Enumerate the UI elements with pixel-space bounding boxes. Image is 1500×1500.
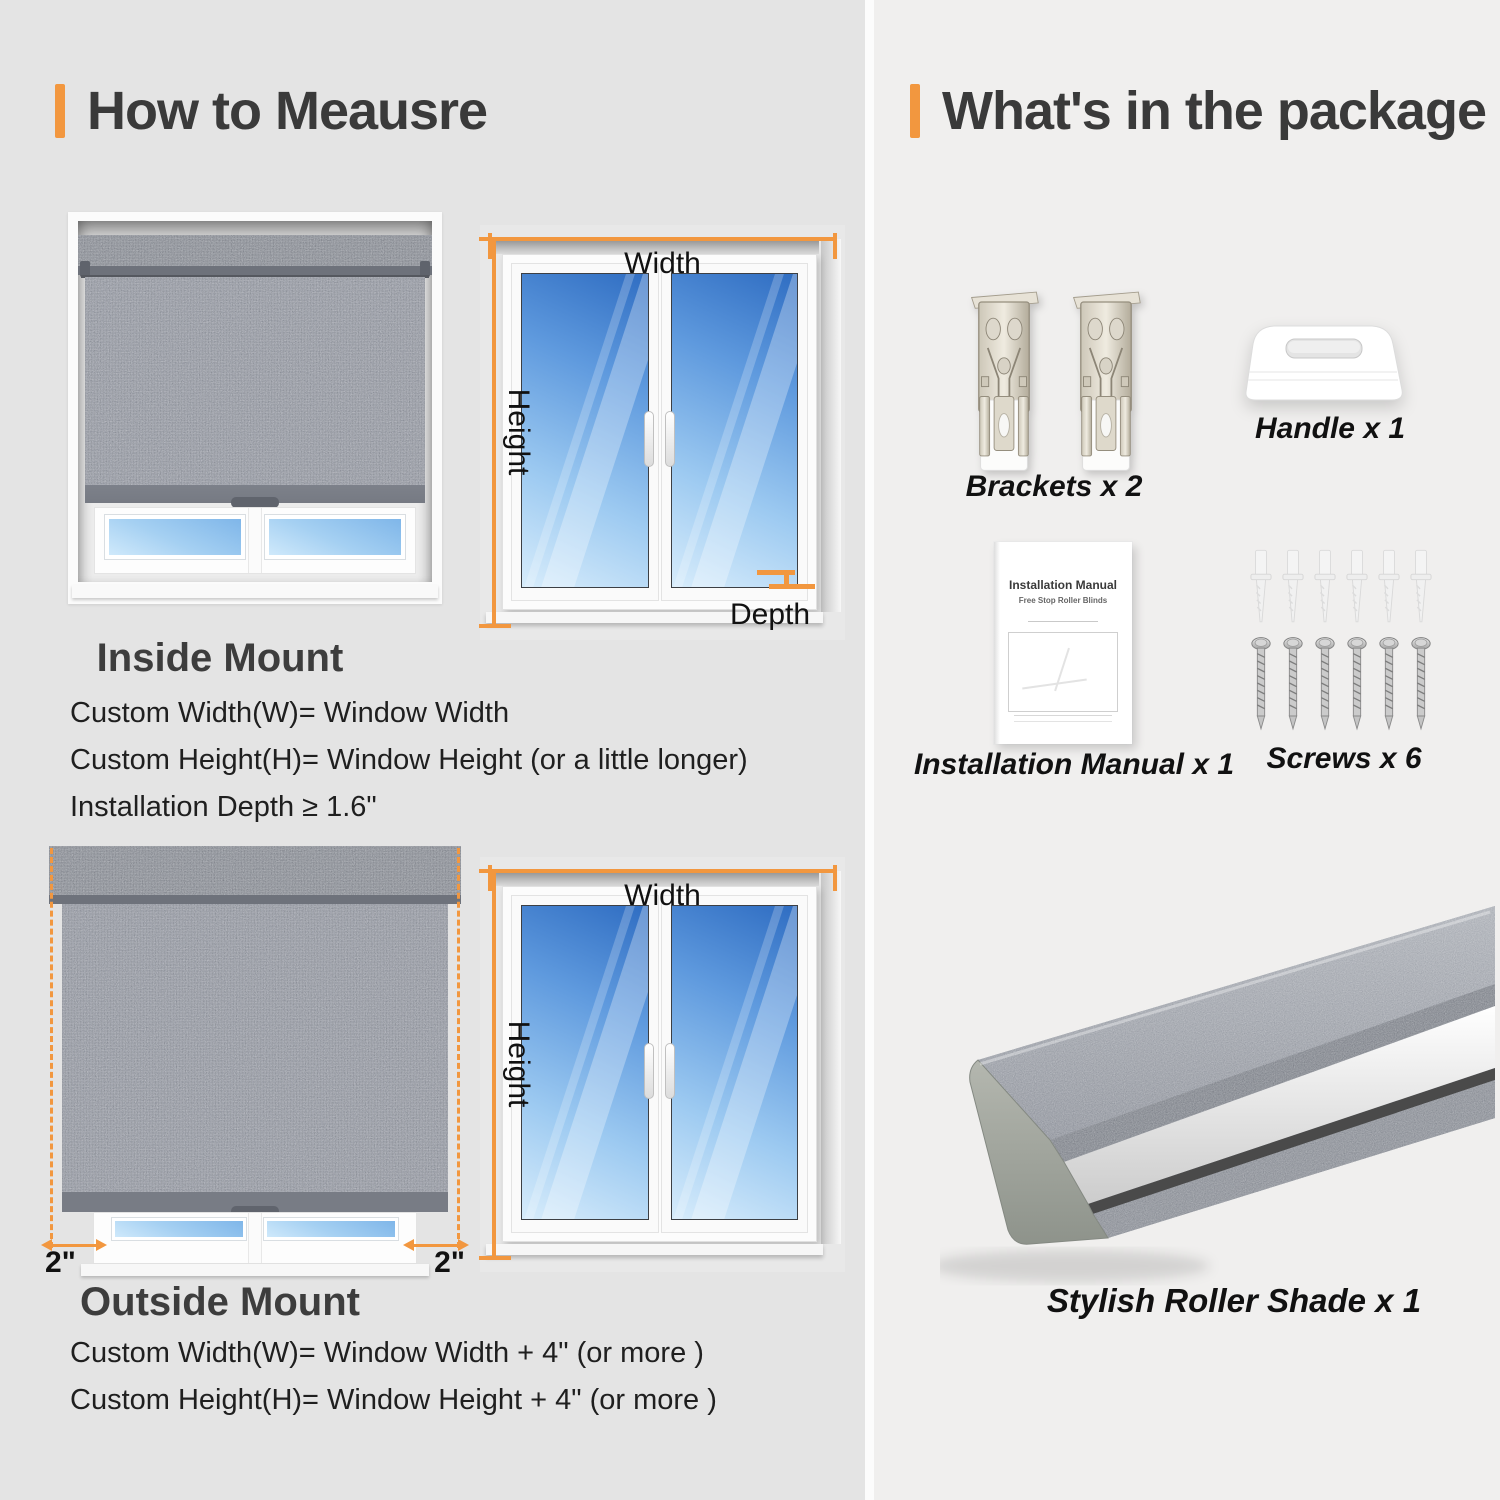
right-section-title [910,80,1486,142]
manual-figure-box [1008,632,1118,712]
window-recess [78,221,432,582]
wall-anchor-icon [1250,548,1272,626]
screw-icon [1250,634,1272,732]
window-glass-right [671,273,799,588]
window-pane-right [264,1218,398,1240]
screws-label: Screws x 6 [1266,742,1422,775]
outside-mount-shade-illustration [35,838,475,1284]
shade-label: Stylish Roller Shade x 1 [1046,1282,1422,1319]
screw-icon [1282,634,1304,732]
roller-shade-photo [940,878,1500,1298]
manual-scribble [1028,614,1098,622]
inside-line-2: Custom Height(H)= Window Height (or a little longer) [70,744,748,776]
package-contents-panel [874,0,1500,1500]
wall-anchor-icon [1314,548,1336,626]
window-handle-right [665,1043,675,1099]
outside-mount-copy [70,1330,850,1424]
height-measure-arrow [492,869,496,1260]
brackets-label: Brackets x 2 [965,470,1143,503]
window-pane-right [265,515,405,559]
window-glass-right [671,905,799,1220]
inside-line-1: Custom Width(W)= Window Width [70,697,510,729]
window-handle-left [644,1043,654,1099]
width-label: Width [624,247,701,280]
window-sill [72,585,438,598]
outside-mount-measure-diagram [480,857,845,1272]
depth-label: Depth [729,598,811,631]
height-measure-arrow [492,237,496,628]
window-door-right [661,895,809,1233]
window-mullion [248,1213,262,1263]
height-label: Height [502,1020,535,1108]
manual-title: Installation Manual [1008,578,1117,592]
shade-cassette [49,846,461,904]
screw-icon [1410,634,1432,732]
wall-anchor-icon [1282,548,1304,626]
inside-mount-shade-illustration [68,212,442,604]
overlap-right-label: 2" [434,1246,465,1279]
window-handle-left [644,411,654,467]
left-title-text: How to Meausre [87,81,488,141]
overlap-left-label: 2" [45,1246,76,1279]
shade-bottom-rail [62,1192,448,1212]
french-window-frame [502,254,817,610]
inside-mount-heading: Inside Mount [96,636,344,680]
outside-mount-heading: Outside Mount [80,1280,360,1324]
overlap-dashed-line-right [457,848,460,1248]
handle-label: Handle x 1 [1254,412,1406,445]
screw-icon [1346,634,1368,732]
outside-line-2: Custom Height(H)= Window Height + 4" (or more ) [70,1384,717,1416]
manual-subtitle: Free Stop Roller Blinds [1018,596,1108,605]
right-title-text: What's in the package [942,81,1486,141]
height-label: Height [502,388,535,476]
window-sill [486,1244,823,1255]
window-behind-shade [93,1212,417,1264]
bracket-icon [1070,283,1142,483]
window-pane-left [112,1218,246,1240]
width-label: Width [624,879,701,912]
screw-icon [1314,634,1336,732]
manual-label: Installation Manual x 1 [913,748,1235,781]
bracket-icon [968,283,1040,483]
window-sill [81,1264,429,1276]
screw-icon [1378,634,1400,732]
window-mullion [248,508,262,573]
inside-mount-measure-diagram [480,225,845,640]
window-glass-left [521,905,649,1220]
window-lower-frame [94,507,416,574]
outside-line-1: Custom Width(W)= Window Width + 4" (or more ) [70,1337,704,1369]
left-section-title [55,80,487,142]
inside-mount-copy [70,690,830,831]
handle-icon [1232,314,1414,410]
shade-fabric [62,904,448,1192]
width-measure-arrow [488,237,837,241]
recess-right-jamb [821,871,841,1244]
overlap-dashed-line-left [50,848,53,1248]
accent-bar-icon [55,84,65,138]
width-measure-arrow [488,869,837,873]
window-handle-right [665,411,675,467]
shade-fabric [85,277,425,485]
window-glass-left [521,273,649,588]
cassette-lip [78,266,432,275]
panel-divider [865,0,874,1500]
shade-bottom-rail [85,485,425,503]
cassette-lip [49,895,461,904]
window-door-right [661,263,809,601]
accent-bar-icon [910,84,920,138]
wall-anchor-icon [1410,548,1432,626]
manual-footer-lines [1014,715,1112,722]
depth-measure-icon [755,570,819,594]
window-pane-left [105,515,245,559]
wall-anchor-icon [1346,548,1368,626]
installation-manual-booklet [994,542,1132,744]
inside-line-3: Installation Depth ≥ 1.6" [70,791,377,823]
french-window-frame [502,886,817,1242]
shade-cassette [78,235,432,275]
recess-right-jamb [821,239,841,612]
wall-anchor-icon [1378,548,1400,626]
